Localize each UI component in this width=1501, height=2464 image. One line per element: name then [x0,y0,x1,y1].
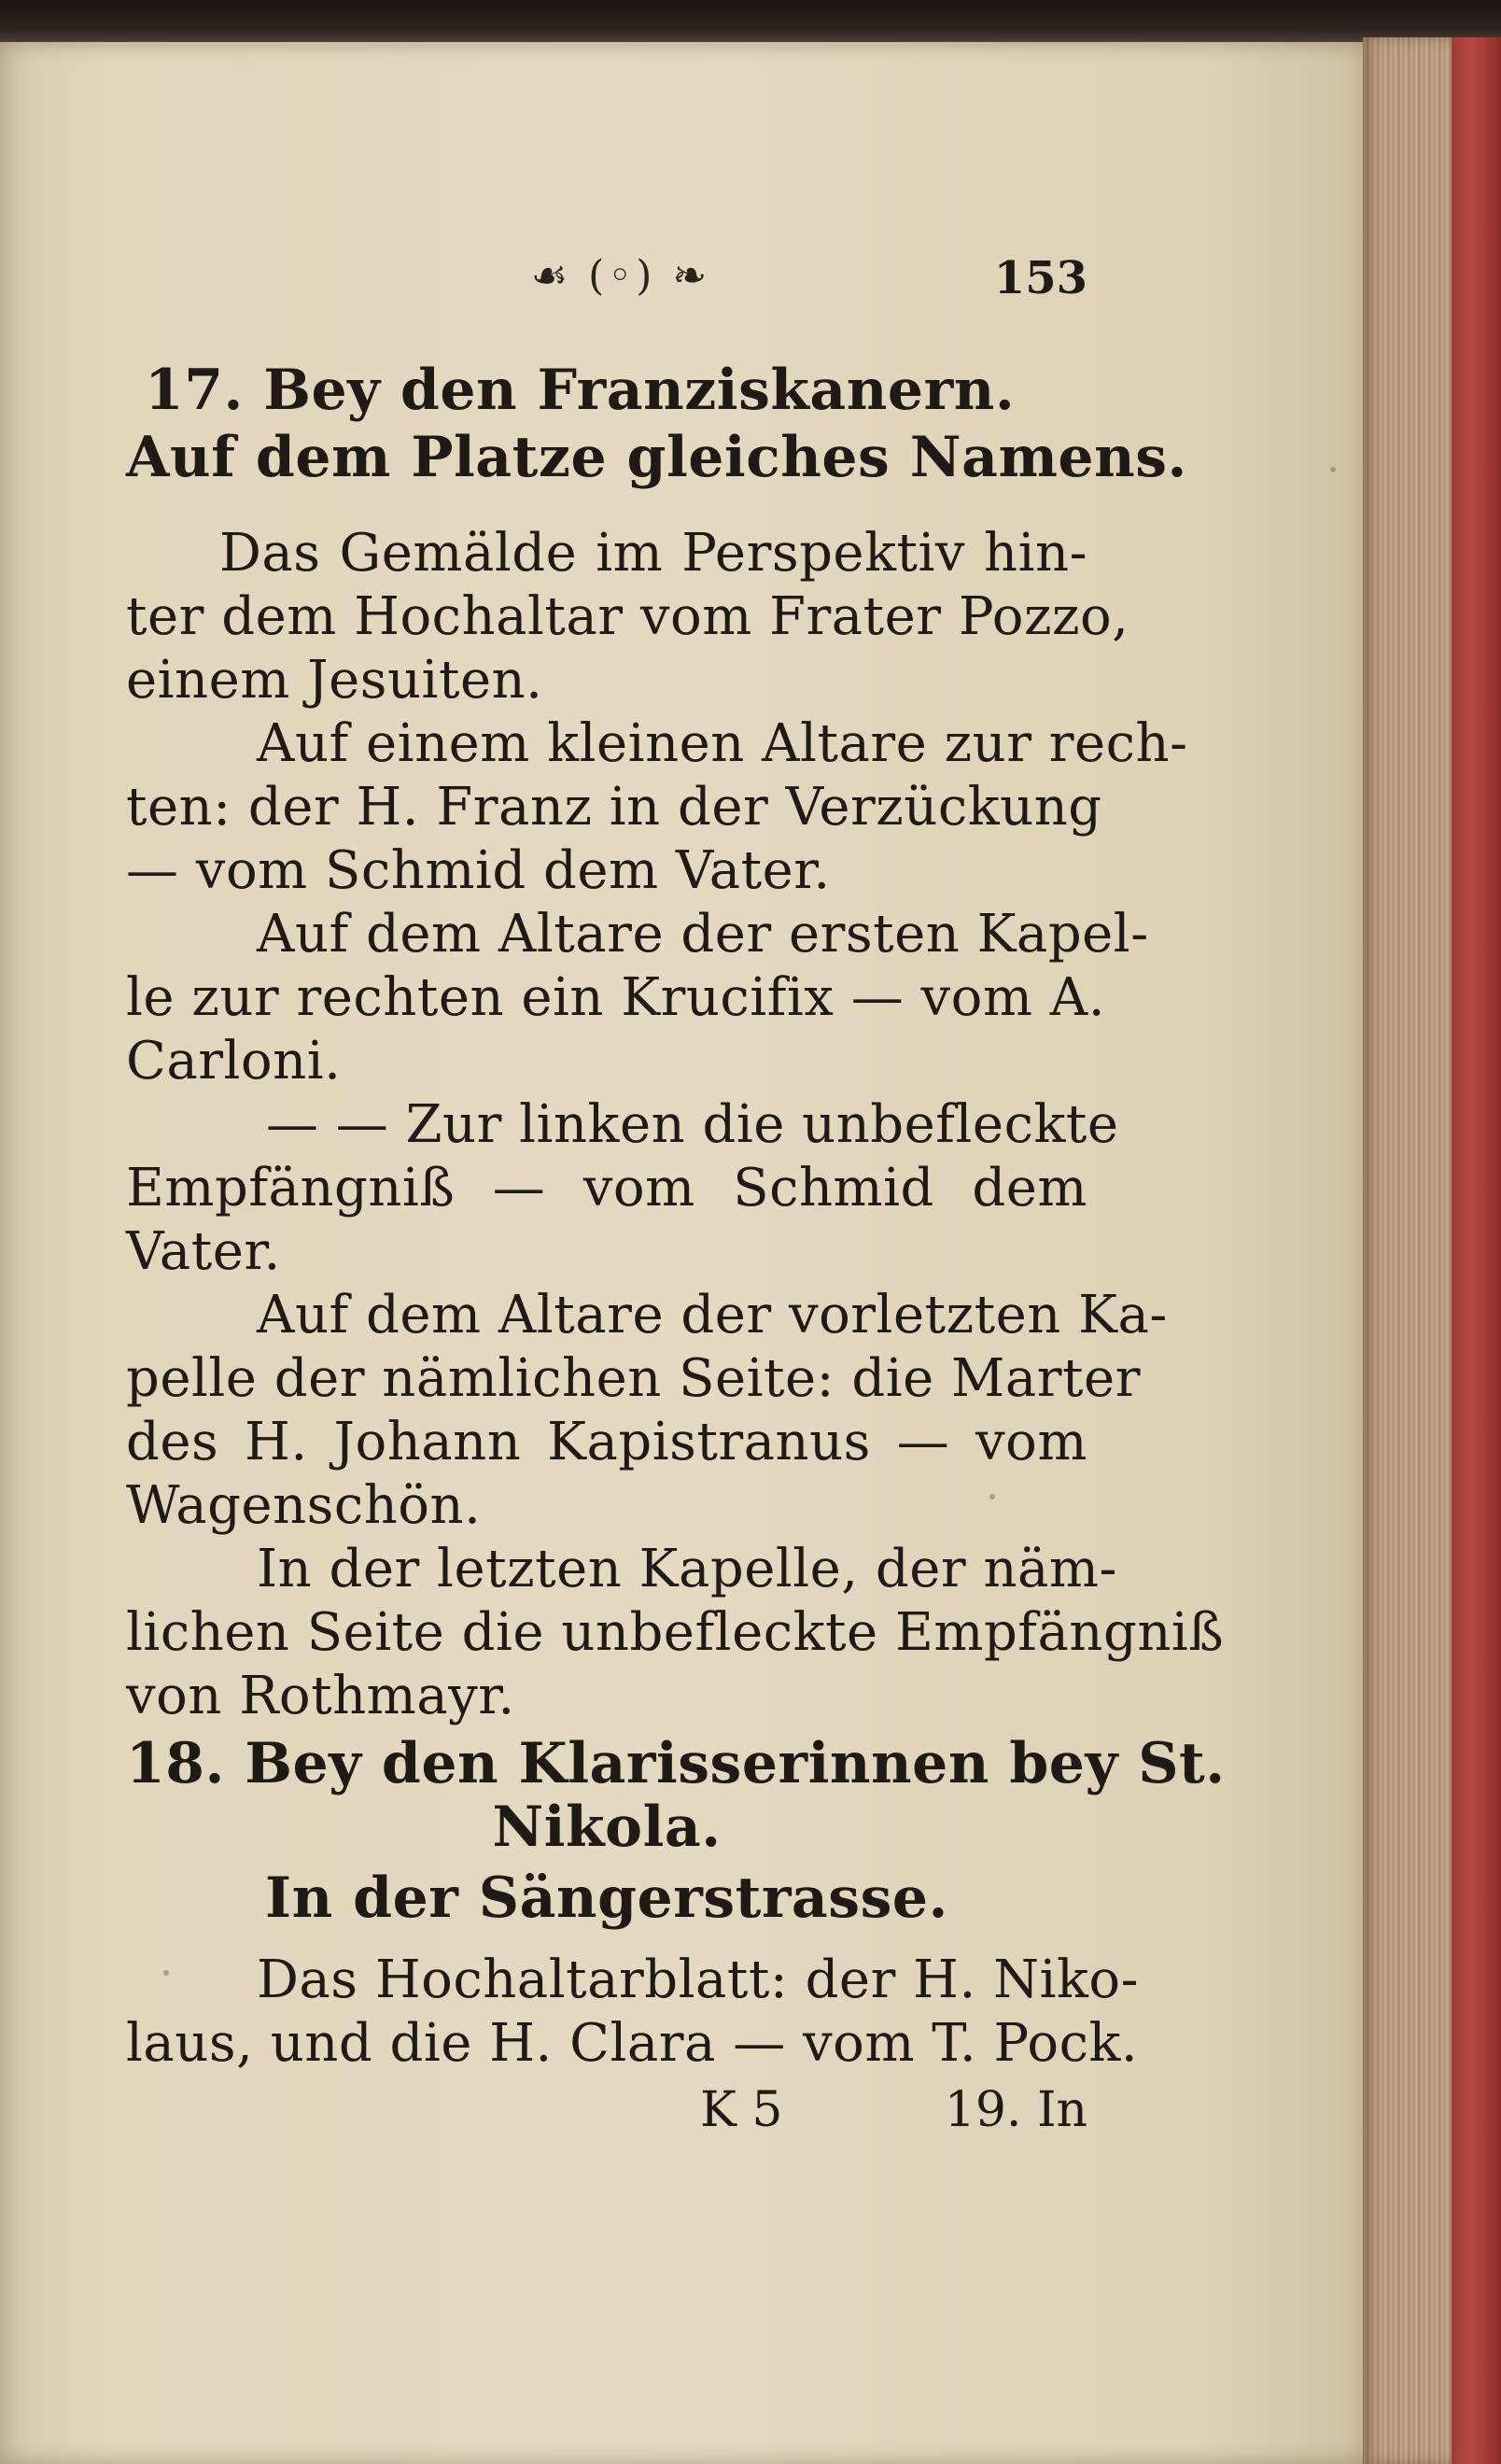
text-line: des H. Johann Kapistranus — vom [126,1412,1087,1472]
text-line: Vater. [126,1221,281,1282]
text-line: Auf einem kleinen Altare zur rech- [257,713,1188,774]
text-line: Das Gemälde im Perspektiv hin- [219,523,1087,584]
section-heading-18: 18. Bey den Klarisserinnen bey St. [126,1731,1226,1796]
paper-speck [989,1494,995,1500]
text-line: laus, und die H. Clara — vom T. Pock. [126,2013,1139,2074]
paper-speck [163,1970,169,1976]
text-line: pelle der nämlichen Seite: die Marter [126,1348,1141,1409]
paper-speck [1330,467,1336,472]
text-line: Auf dem Altare der vorletzten Ka- [257,1285,1168,1345]
signature-mark: K 5 [700,2082,783,2138]
section-subheading-18: In der Sängerstrasse. [265,1866,948,1931]
book-cover-edge [1452,37,1501,2464]
section-heading-18-cont: Nikola. [492,1795,722,1860]
text-line: In der letzten Kapelle, der näm- [257,1539,1117,1599]
book-top-edge [0,0,1501,42]
text-line: Carloni. [126,1031,342,1091]
text-line: ten: der H. Franz in der Verzückung [126,777,1102,838]
running-header [126,252,1087,317]
text-line: Wagenschön. [126,1475,482,1536]
text-line: ter dem Hochaltar vom Frater Pozzo, [126,586,1129,647]
text-line: Empfängniß — vom Schmid dem [126,1158,1087,1218]
text-line: — vom Schmid dem Vater. [126,840,831,901]
text-line: le zur rechten ein Krucifix — vom A. [126,967,1106,1028]
header-ornament: ☙ (◦) ❧ [530,252,711,300]
text-line: lichen Seite die unbefleckte Empfängniß [126,1602,1225,1663]
section-heading-17: 17. Bey den Franziskanern. [145,358,1016,423]
text-line: — — Zur linken die unbefleckte [266,1094,1119,1155]
page-number: 153 [993,252,1087,304]
section-subheading-17: Auf dem Platze gleiches Namens. [126,425,1187,490]
text-line: Das Hochaltarblatt: der H. Niko- [257,1950,1140,2010]
text-line: einem Jesuiten. [126,650,543,711]
catchword: 19. In [944,2082,1087,2138]
text-line: Auf dem Altare der ersten Kapel- [257,904,1149,964]
text-line: von Rothmayr. [126,1666,515,1726]
